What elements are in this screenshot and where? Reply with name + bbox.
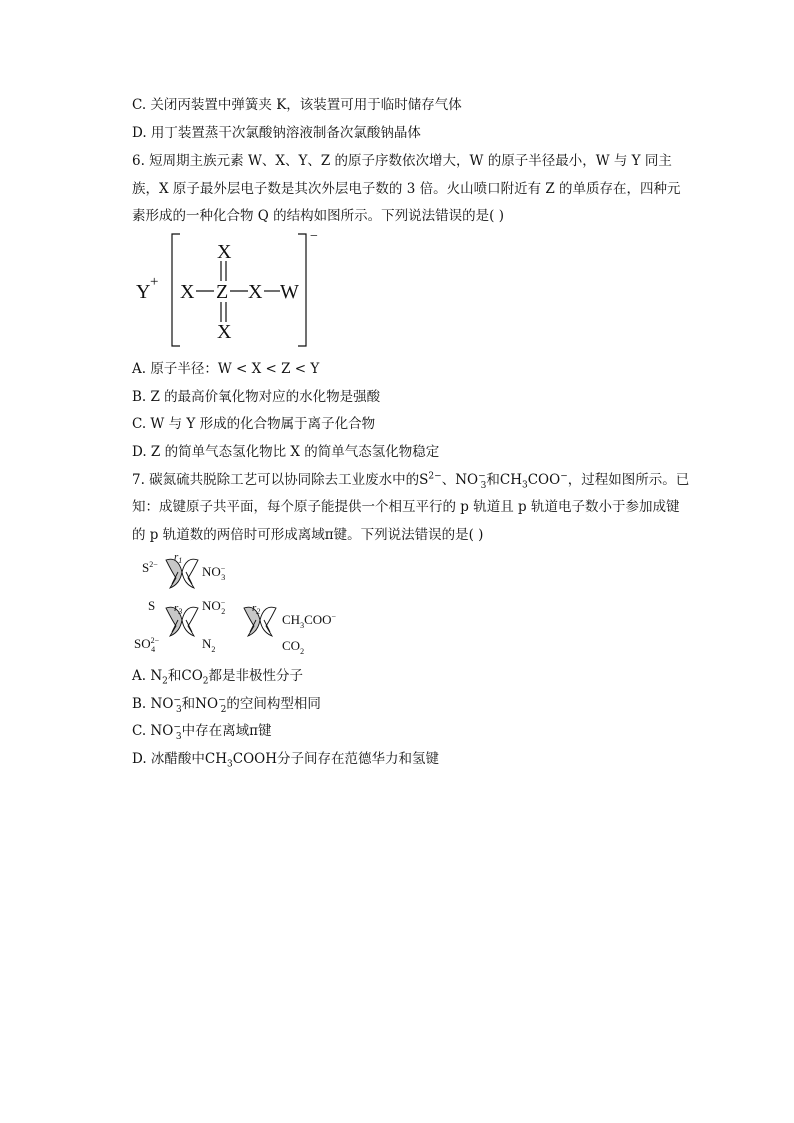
right-bracket [298, 234, 306, 346]
n2-label: $N_2$ [202, 636, 216, 654]
q6-stem-line2: 族，X 原子最外层电子数是其次外层电子数的 3 倍。火山喷口附近有 Z 的单质存在，四种元 [132, 181, 681, 197]
q6-option-d: D. Z 的简单气态氢化物比 X 的简单气态氢化物稳定 [132, 444, 440, 460]
q7-option-b: B. $NO^-_3$和$NO^-_2$的空间构型相同 [132, 695, 321, 715]
no2-label: NO− 2 [202, 598, 226, 616]
r3-label: $r_3$ [174, 602, 183, 616]
s2-label: $S^{2-}$ [142, 560, 158, 575]
q6-stem-line1: 6. 短周期主族元素 W、X、Y、Z 的原子序数依次增大，W 的原子半径最小，W 与 Y 同主 [132, 153, 672, 169]
q6-option-c: C. W 与 Y 形成的化合物属于离子化合物 [132, 416, 376, 432]
left-bracket [172, 234, 180, 346]
cation-y: Y [136, 281, 151, 303]
no3-label: NO− 3 [202, 564, 226, 582]
option-c-prev: C. 关闭丙装置中弹簧夹 K，该装置可用于临时储存气体 [132, 97, 462, 113]
q7-option-c: C. $NO^-_3$中存在离域π键 [132, 722, 272, 742]
co2-label: $CO_2$ [282, 638, 305, 656]
s-label: S [148, 598, 156, 613]
option-d-prev: D. 用丁装置蒸干次氯酸钠溶液制备次氯酸钠晶体 [132, 125, 421, 141]
atom-z-center: Z [216, 281, 229, 303]
atom-x-bottom: X [217, 321, 232, 343]
atom-x-left: X [180, 281, 195, 303]
q7-stem-line2: 知：成键原子共平面，每个原子能提供一个相互平行的 p 轨道且 p 轨道电子数小于参加成键 [132, 499, 680, 515]
r2-label: $r_2$ [252, 602, 261, 616]
r1-label: $r_1$ [174, 551, 183, 565]
cation-charge: + [150, 274, 159, 290]
q6-option-a: A. 原子半径：W < X < Z < Y [132, 361, 320, 377]
atom-w-right: W [280, 281, 299, 303]
q6-structure-figure [130, 228, 330, 354]
q7-stem-line3: 的 p 轨道数的两倍时可形成离域π键。下列说法错误的是( ) [132, 527, 484, 543]
q6-option-b: B. Z 的最高价氧化物对应的水化物是强酸 [132, 389, 381, 405]
q6-stem-line3: 素形成的一种化合物 Q 的结构如图所示。下列说法错误的是( ) [132, 208, 504, 224]
q7-option-a: A. $N_2$和$CO_2$都是非极性分子 [132, 668, 304, 687]
atom-x-right: X [248, 281, 263, 303]
q7-option-d: D. 冰醋酸中$CH_3COOH$分子间存在范德华力和氢键 [132, 751, 440, 770]
q7-stem-line1: 7. 碳氮硫共脱除工艺可以协同除去工业废水中的$S^{2-}$、$NO^-_3$和$CH_3COO^-$，过程如图所示。已 [132, 471, 690, 491]
ch3coo-label: $CH_3COO^-$ [282, 612, 337, 630]
atom-x-top: X [217, 241, 232, 263]
so4-label: $SO^{2-}$ 4 [134, 636, 160, 654]
q7-process-figure [130, 548, 360, 660]
anion-charge: − [310, 229, 318, 244]
